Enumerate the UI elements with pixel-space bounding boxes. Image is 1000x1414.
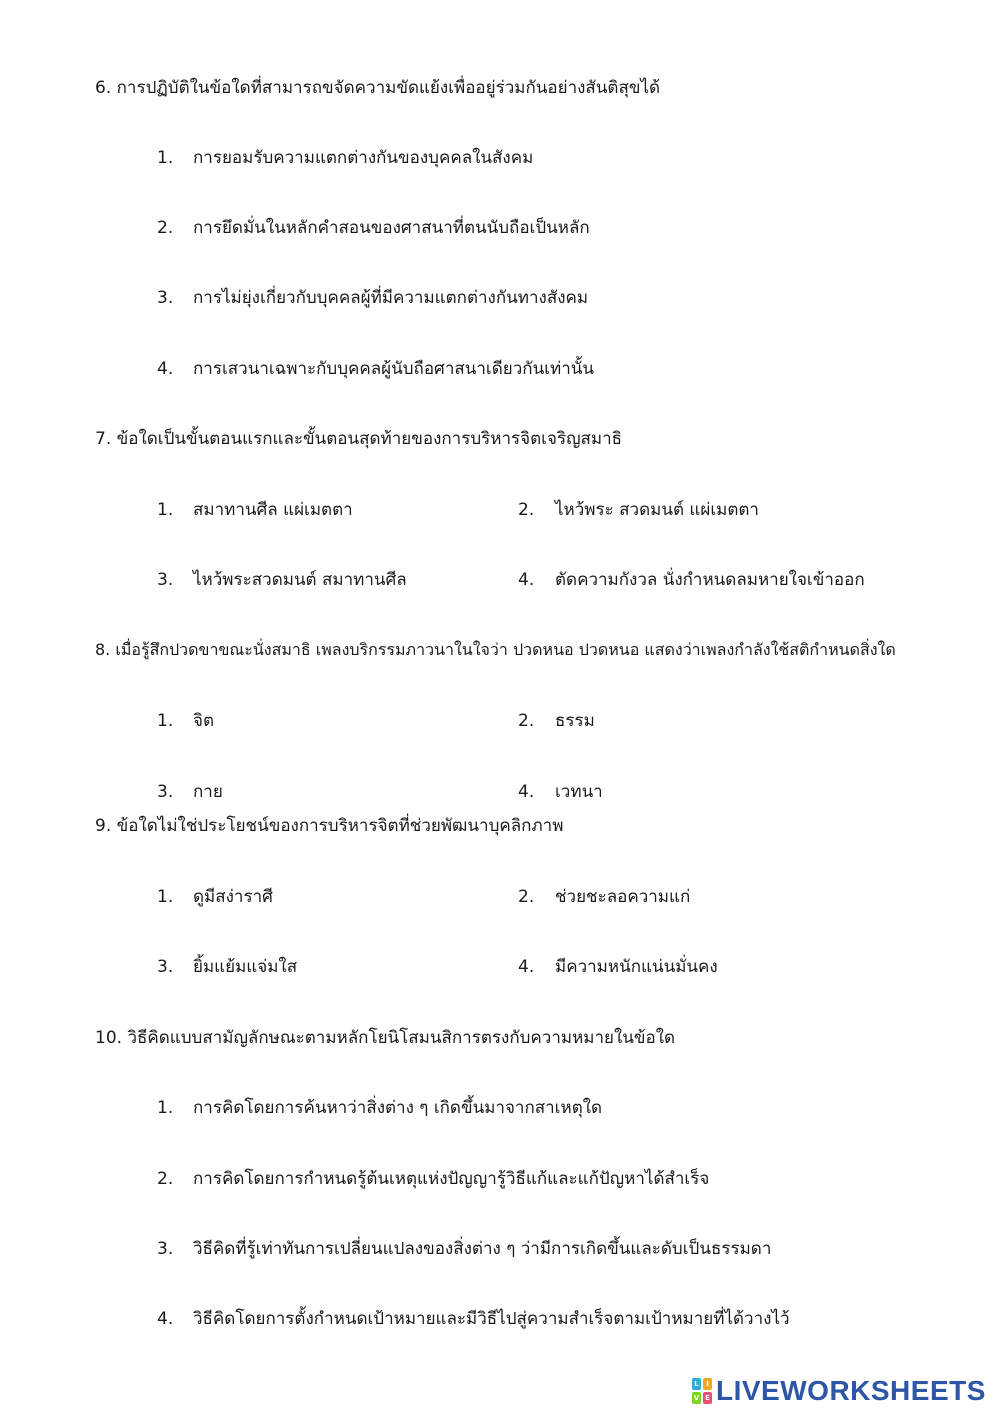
liveworksheets-logo-icon — [692, 1378, 712, 1404]
q7-option-4[interactable]: ตัดความกังวล นั่งกำหนดลมหายใจเข้าออก — [555, 570, 865, 590]
q9-option-2-number: 2. — [518, 887, 535, 907]
question-10: 10. วิธีคิดแบบสามัญลักษณะตามหลักโยนิโสมนสิการตรงกับความหมายในข้อใด — [95, 1028, 676, 1048]
q6-option-1-number: 1. — [157, 148, 174, 168]
q7-option-1-number: 1. — [157, 500, 174, 520]
q10-option-3-number: 3. — [157, 1239, 174, 1259]
logo-mark-l: L — [692, 1378, 701, 1390]
q8-option-1[interactable]: จิต — [193, 711, 215, 731]
question-7: 7. ข้อใดเป็นขั้นตอนแรกและขั้นตอนสุดท้ายของการบริหารจิตเจริญสมาธิ — [95, 429, 623, 449]
q6-option-2[interactable]: การยึดมั่นในหลักคำสอนของศาสนาที่ตนนับถือเป็นหลัก — [193, 218, 590, 238]
logo-text: LIVEWORKSHEETS — [716, 1375, 986, 1406]
q8-option-2-number: 2. — [518, 711, 535, 731]
q7-option-2-number: 2. — [518, 500, 535, 520]
q8-option-2[interactable]: ธรรม — [555, 711, 595, 731]
q9-option-3[interactable]: ยิ้มแย้มแจ่มใส — [193, 957, 298, 977]
q7-option-3[interactable]: ไหว้พระสวดมนต์ สมาทานศีล — [193, 570, 407, 590]
q9-option-2[interactable]: ช่วยชะลอความแก่ — [555, 887, 691, 907]
q9-option-3-number: 3. — [157, 957, 174, 977]
logo-mark-e: E — [703, 1392, 712, 1404]
q10-option-4-number: 4. — [157, 1309, 174, 1329]
question-8: 8. เมื่อรู้สึกปวดขาขณะนั่งสมาธิ เพลงบริกรรมภาวนาในใจว่า ปวดหนอ ปวดหนอ แสดงว่าเพลงกำลังใช้สติกำหนดสิ่งใด — [95, 640, 896, 659]
q10-option-2[interactable]: การคิดโดยการกำหนดรู้ต้นเหตุแห่งปัญญารู้วิธีแก้และแก้ปัญหาได้สำเร็จ — [193, 1169, 710, 1189]
q9-option-1-number: 1. — [157, 887, 174, 907]
q6-option-4-number: 4. — [157, 359, 174, 379]
q9-option-4-number: 4. — [518, 957, 535, 977]
q10-option-2-number: 2. — [157, 1169, 174, 1189]
q7-option-3-number: 3. — [157, 570, 174, 590]
q10-option-1-number: 1. — [157, 1098, 174, 1118]
q10-option-4[interactable]: วิธีคิดโดยการตั้งกำหนดเป้าหมายและมีวิธีไปสู่ความสำเร็จตามเป้าหมายที่ได้วางไว้ — [193, 1309, 790, 1329]
q8-option-4[interactable]: เวทนา — [555, 782, 603, 802]
q7-option-2[interactable]: ไหว้พระ สวดมนต์ แผ่เมตตา — [555, 500, 759, 520]
liveworksheets-logo[interactable] — [692, 1376, 986, 1406]
q6-option-1[interactable]: การยอมรับความแตกต่างกันของบุคคลในสังคม — [193, 148, 534, 168]
q9-option-1[interactable]: ดูมีสง่าราศี — [193, 887, 273, 907]
q6-option-3-number: 3. — [157, 288, 174, 308]
q6-option-4[interactable]: การเสวนาเฉพาะกับบุคคลผู้นับถือศาสนาเดียวกันเท่านั้น — [193, 359, 595, 379]
question-9: 9. ข้อใดไม่ใช่ประโยชน์ของการบริหารจิตที่ช่วยพัฒนาบุคลิกภาพ — [95, 816, 564, 836]
q9-option-4[interactable]: มีความหนักแน่นมั่นคง — [555, 957, 718, 977]
q7-option-4-number: 4. — [518, 570, 535, 590]
q8-option-4-number: 4. — [518, 782, 535, 802]
q8-option-3[interactable]: กาย — [193, 782, 223, 802]
logo-mark-v: V — [693, 1394, 700, 1402]
q10-option-1[interactable]: การคิดโดยการค้นหาว่าสิ่งต่าง ๆ เกิดขึ้นมาจากสาเหตุใด — [193, 1098, 603, 1118]
q6-option-2-number: 2. — [157, 218, 174, 238]
question-6: 6. การปฏิบัติในข้อใดที่สามารถขจัดความขัดแย้งเพื่ออยู่ร่วมกันอย่างสันติสุขได้ — [95, 78, 661, 98]
logo-mark-i: I — [703, 1378, 712, 1390]
q8-option-3-number: 3. — [157, 782, 174, 802]
q6-option-3[interactable]: การไม่ยุ่งเกี่ยวกับบุคคลผู้ที่มีความแตกต่างกันทางสังคม — [193, 288, 589, 308]
q8-option-1-number: 1. — [157, 711, 174, 731]
q10-option-3[interactable]: วิธีคิดที่รู้เท่าทันการเปลี่ยนแปลงของสิ่งต่าง ๆ ว่ามีการเกิดขึ้นและดับเป็นธรรมดา — [193, 1239, 772, 1259]
q7-option-1[interactable]: สมาทานศีล แผ่เมตตา — [193, 500, 353, 520]
